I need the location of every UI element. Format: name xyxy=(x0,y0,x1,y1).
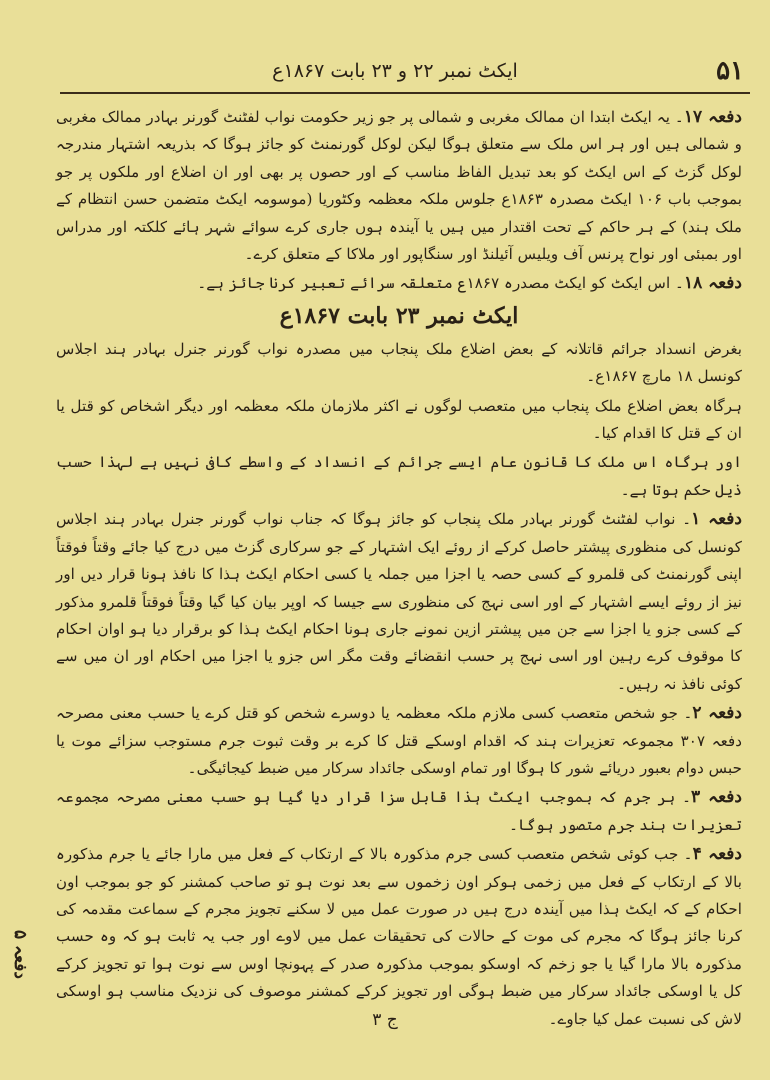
section-text: ۔ یہ ایکٹ ابتدا ان ممالک مغربی و شمالی پر جو زیر حکومت نواب لفٹنٹ گورنر بہادر ممالک مغربی و شمالی ہیں اور ہر اس ملک سے متعلق ہوگا لیکن لوکل گورنمنٹ کو جائز ہوگا کہ بذریعہ اشتہار مندرجہ لوکل گزٹ کے اس ایکٹ کو بعد تبدیل الفاظ مناسب کے اور حصوں پر بھی اور ان اضلاع اور ملکوں پر جو بموجب باب ۱۰۶ ایکٹ مصدرہ ۱۸۶۳ع جلوس ملکہ معظمہ وکٹوریا (موسومہ ایکٹ متضمن حسن انتظام کے ملک ہند) کے ہر حاکم کے تحت اقتدار میں ہیں یا آیندہ ہوں جاری کرے سوائے شہر ہائے کلکتہ اور مدراس اور بمبئی اور نواح پرنس آف ویلیس آئیلنڈ اور سنگاپور اور ملاکا کے متعلق کرے۔ xyxy=(56,108,742,264)
running-title: ایکٹ نمبر ۲۲ و ۲۳ بابت ۱۸۶۷ع xyxy=(272,60,518,82)
paragraph-section-3 xyxy=(56,784,742,839)
page-header xyxy=(40,56,750,90)
preamble-whereas-1: ہرگاہ بعض اضلاع ملک پنجاب میں متعصب لوگوں نے اکثر ملازمان ملکہ معظمہ اور دیگر اشخاص کو قتل یا ان کے قتل کا اقدام کیا۔ xyxy=(56,396,742,443)
section-label: دفعہ ۱۸ xyxy=(683,273,742,294)
section-label: دفعہ ۱۷ xyxy=(683,107,742,127)
section-text: ۔ جو شخص متعصب کسی ملازم ملکہ معظمہ یا دوسرے شخص کو قتل کرے یا حسب معنی مصرحہ دفعہ ۳۰۷ مجموعہ تعزیرات ہند کہ اقدام اوسکے قتل کا کرے بر وقت ثبوت جرم مستوجب سزائے موت یا حبس دوام بعبور دریائے شور کا ہوگا اور تمام اوسکی جائداد سرکار میں ضبط کیجائیگی۔ xyxy=(56,704,742,777)
paragraph-section-18 xyxy=(56,270,742,297)
margin-section-note: دفعہ ۵ xyxy=(10,930,30,979)
section-text: ۔ جب کوئی شخص متعصب کسی جرم مذکورہ بالا کے ارتکاب کے فعل میں مارا جائے یا جرم مذکورہ بالا کے ارتکاب کے فعل میں زخمی ہوکر اون زخموں سے بعد نوت ہو تو صاحب کمشنر کو جو بموجب اون احکام کے کہ ایکٹ ہذا میں آیندہ درج ہیں در صورت عمل میں لا سکنے تجویز مجرم کے سماعت مقدمہ کی کرنا جائز ہوگا کہ مجرم کی موت کے حالات کی تحقیقات عمل میں لاوے اور جب یہ ثابت ہو کہ وہ حسب مذکورہ بالا مارا گیا یا جو زخم کہ اوسکو بموجب مذکورہ صدر کے پہونچا اوس سے نوت ہوا تو تجویز کرکے کل یا اوسکی جائداد سرکار میں ضبط ہوگی اور تجویز کرکے کمشنر موصوف کی نزدیک مناسب ہو اوسکی لاش کی نسبت عمل کیا جاوے۔ xyxy=(56,845,742,1028)
preamble-purpose: بغرض انسداد جرائم قاتلانہ کے بعض اضلاع ملک پنجاب میں مصدرہ نواب گورنر جنرل بہادر ہند اجلاس کونسل ۱۸ مارچ ۱۸۶۷ع۔ xyxy=(56,339,742,386)
paragraph-section-17 xyxy=(56,104,742,268)
paragraph-section-1 xyxy=(56,506,742,698)
preamble-whereas-2: اور ہرگاہ اس ملک کا قانون عام ایسے جرائم کے انسداد کے واسطے کافی نہیں ہے لہذا حسب ذیل حکم ہوتا ہے۔ xyxy=(56,453,742,499)
section-text: ۔ ہر جرم کہ بموجب ایکٹ ہذا قابل سزا قرار دیا گیا ہو حسب معنی مصرحہ مجموعہ تعزیرات ہند جرم متصور ہوگا۔ xyxy=(56,788,742,834)
paragraph-section-4 xyxy=(56,841,742,1033)
section-label: دفعہ ۱ xyxy=(691,509,742,530)
page-number: ۵۱ xyxy=(716,56,744,86)
section-label: دفعہ ۲ xyxy=(692,703,742,724)
act-heading: ایکٹ نمبر ۲۳ بابت ۱۸۶۷ع xyxy=(279,302,519,329)
section-text: ۔ نواب لفٹنٹ گورنر بہادر ملک پنجاب کو جائز ہوگا کہ جناب نواب گورنر جنرل بہادر ہند اجلاس کونسل کی منظوری پیشتر حاصل کرکے از روئے ایک اشتہار کے جو سرکاری گزٹ میں درج کیا جائے وقتاً فوقتاً اپنی گورنمنٹ کی قلمرو کے کسی حصہ یا اجزا میں جملہ یا کسی احکام ایکٹ ہذا کا نافذ ہونا قرار دیں اور نیز از روئے ایسے اشتہار کے اور اسی نہج کی منظوری سے جیسا کہ اوپر بیان کیا گیا وقتاً فوقتاً قلمرو مذکور کے کسی جزو یا اجزا سے جن میں پیشتر ازین نمونے جاری ہونا احکام ایکٹ ہذا کو برقرار دیا ہو اوان احکام کا موقوف کرے رہین اور اسی نہج پر حسب انقضائے وقت مگر اس جزو یا اجزا میں احکام اور ان میں سے کوئی نافذ نہ رہیں۔ xyxy=(56,510,742,693)
paragraph-section-2 xyxy=(56,700,742,782)
section-label: دفعہ ۴ xyxy=(692,844,742,865)
section-text: ۔ اس ایکٹ کو ایکٹ مصدرہ ۱۸۶۷ع متعلقہ سرائے تعبیر کرنا جائز ہے۔ xyxy=(197,274,684,293)
header-rule xyxy=(60,92,750,94)
signature-mark: ج ۳ xyxy=(372,1010,398,1030)
section-label: دفعہ ۳ xyxy=(691,787,742,808)
